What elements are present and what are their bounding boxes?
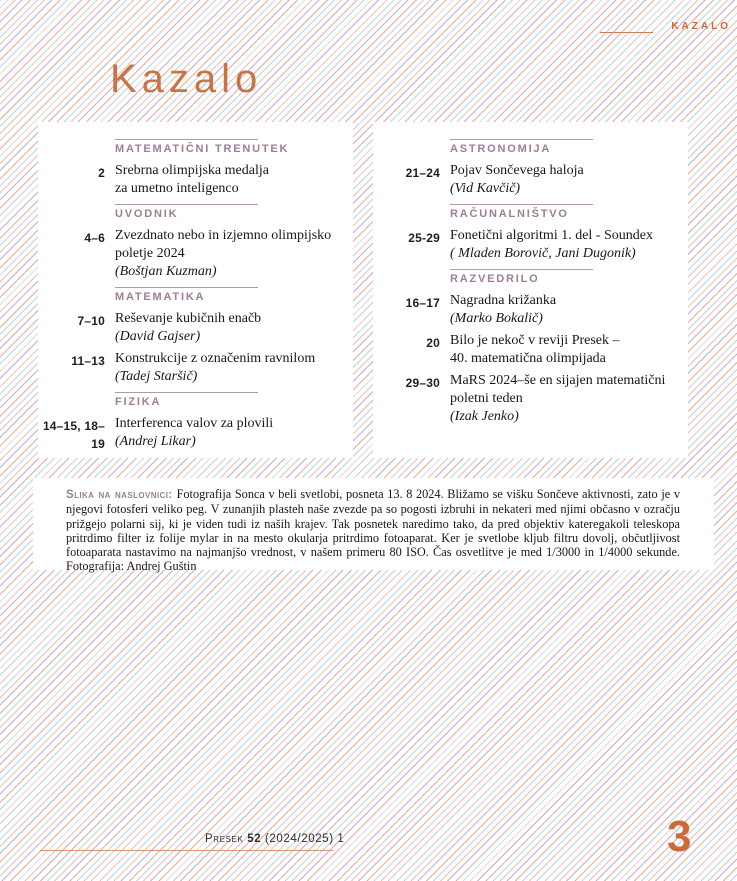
cover-note-body: Fotografija Sonca v beli svetlobi, posneta 13. 8 2024. Bližamo se višku Sončeve aktivnosti, zato je v njegovi fotosferi veliko peg. V zunanjih plasteh naše zvezde pa so pogosti izbruhi in nekateri med njimi občasno v ozračju prižgejo polarni sij, ki je viden tudi iz naših krajev. Tak posnetek naredimo tako, da pred objektiv kateregakoli teleskopa pritrdimo filter iz folije mylar in na mesto okularja pritrdimo fotoaparat. Ker je svetlobe kljub filtru dovolj, občutljivost fotoaparata nastavimo na najmanjšo vrednost, v našem primeru 80 ISO. Čas osvetlitve je med 1/3000 in 1/4000 sekunde. Fotografija: Andrej Guštin [66, 487, 680, 574]
entry-title-line: Pojav Sončevega haloja [450, 163, 584, 178]
entry-title-line: Reševanje kubičnih enačb [115, 311, 262, 326]
entry-author: (Boštjan Kuzman) [115, 264, 217, 279]
entry-title-line: 40. matematična olimpijada [450, 351, 606, 366]
section-divider [450, 139, 593, 140]
section-heading: MATEMATIKA [115, 291, 206, 303]
entry-author: ( Mladen Borovič, Jani Dugonik) [450, 246, 636, 261]
toc-entry [373, 332, 688, 368]
entry-author: (Andrej Likar) [115, 434, 196, 449]
entry-title-line: MaRS 2024–še en sijajen matematični [450, 373, 666, 388]
entry-page-range: 14–15, 18–19 [42, 419, 105, 451]
toc-entry [38, 162, 353, 198]
section-heading: UVODNIK [115, 208, 179, 220]
entry-author: (Marko Bokalič) [450, 311, 543, 326]
footer-volume: 52 [247, 833, 262, 845]
entry-title-line: poletni teden [450, 391, 523, 406]
entry-text [450, 227, 653, 263]
entry-text [450, 372, 665, 426]
toc-entry [373, 372, 688, 426]
page-title: Kazalo [110, 57, 263, 101]
entry-title-line: Konstrukcije z označenim ravnilom [115, 351, 316, 366]
toc-entry [38, 415, 353, 453]
section-divider [115, 392, 258, 393]
entry-text [450, 162, 584, 198]
footer-issue-info: (2024/2025) 1 [265, 833, 345, 845]
toc-section [38, 392, 353, 453]
entry-title-line: za umetno inteligenco [115, 181, 239, 196]
entry-page-range: 21–24 [405, 166, 440, 180]
entry-page-range: 20 [426, 336, 440, 350]
entry-page-range: 11–13 [71, 354, 105, 368]
entry-page-range: 4–6 [84, 231, 105, 245]
cover-note-label: Slika na naslovnici: [66, 489, 173, 501]
entry-text [115, 350, 315, 386]
entry-page-range: 25-29 [408, 231, 440, 245]
section-divider [115, 204, 258, 205]
toc-section [38, 139, 353, 198]
entry-title-line: Interferenca valov za plovili [115, 416, 274, 431]
toc-entry [373, 292, 688, 328]
page-number: 3 [667, 812, 692, 861]
corner-label: KAZALO [671, 21, 731, 32]
section-divider [115, 287, 258, 288]
section-heading: MATEMATIČNI TRENUTEK [115, 143, 290, 155]
entry-page-range: 16–17 [405, 296, 440, 310]
toc-entry [373, 162, 688, 198]
section-divider [115, 139, 258, 140]
cover-note-text [66, 487, 680, 574]
entry-title-line: poletje 2024 [115, 246, 185, 261]
entry-author: (David Gajser) [115, 329, 201, 344]
toc-entry [38, 350, 353, 386]
entry-page-range: 7–10 [77, 314, 105, 328]
toc-section [373, 204, 688, 263]
entry-title-line: Bilo je nekoč v reviji Presek – [450, 333, 620, 348]
section-heading: RAZVEDRILO [450, 273, 540, 285]
toc-panel-right [373, 122, 688, 458]
entry-text [115, 227, 331, 281]
entry-author: (Tadej Staršič) [115, 369, 198, 384]
entry-text [115, 162, 269, 198]
footer [205, 833, 344, 845]
section-heading: FIZIKA [115, 396, 162, 408]
footer-journal-name: Presek [205, 833, 244, 845]
entry-page-range: 29–30 [405, 376, 440, 390]
toc-entry [373, 227, 688, 263]
entry-title-line: Zvezdnato nebo in izjemno olimpijsko [115, 228, 332, 243]
toc-entry [38, 227, 353, 281]
toc-section [38, 204, 353, 281]
entry-text [115, 310, 261, 346]
entry-title-line: Fonetični algoritmi 1. del - Soundex [450, 228, 653, 243]
entry-title-line: Nagradna križanka [450, 293, 557, 308]
entry-text [115, 415, 273, 453]
corner-rule [600, 32, 653, 33]
toc-panel-left [38, 122, 353, 458]
entry-author: (Izak Jenko) [450, 409, 519, 424]
section-heading: ASTRONOMIJA [450, 143, 552, 155]
entry-text [450, 332, 620, 368]
footer-rule [40, 850, 333, 851]
entry-author: (Vid Kavčič) [450, 181, 521, 196]
entry-page-range: 2 [98, 166, 105, 180]
section-divider [450, 269, 593, 270]
entry-title-line: Srebrna olimpijska medalja [115, 163, 269, 178]
toc-section [38, 287, 353, 386]
toc-entry [38, 310, 353, 346]
toc-section [373, 139, 688, 198]
section-divider [450, 204, 593, 205]
entry-text [450, 292, 556, 328]
section-heading: RAČUNALNIŠTVO [450, 208, 569, 220]
cover-note-panel [33, 478, 714, 574]
toc-section [373, 269, 688, 426]
